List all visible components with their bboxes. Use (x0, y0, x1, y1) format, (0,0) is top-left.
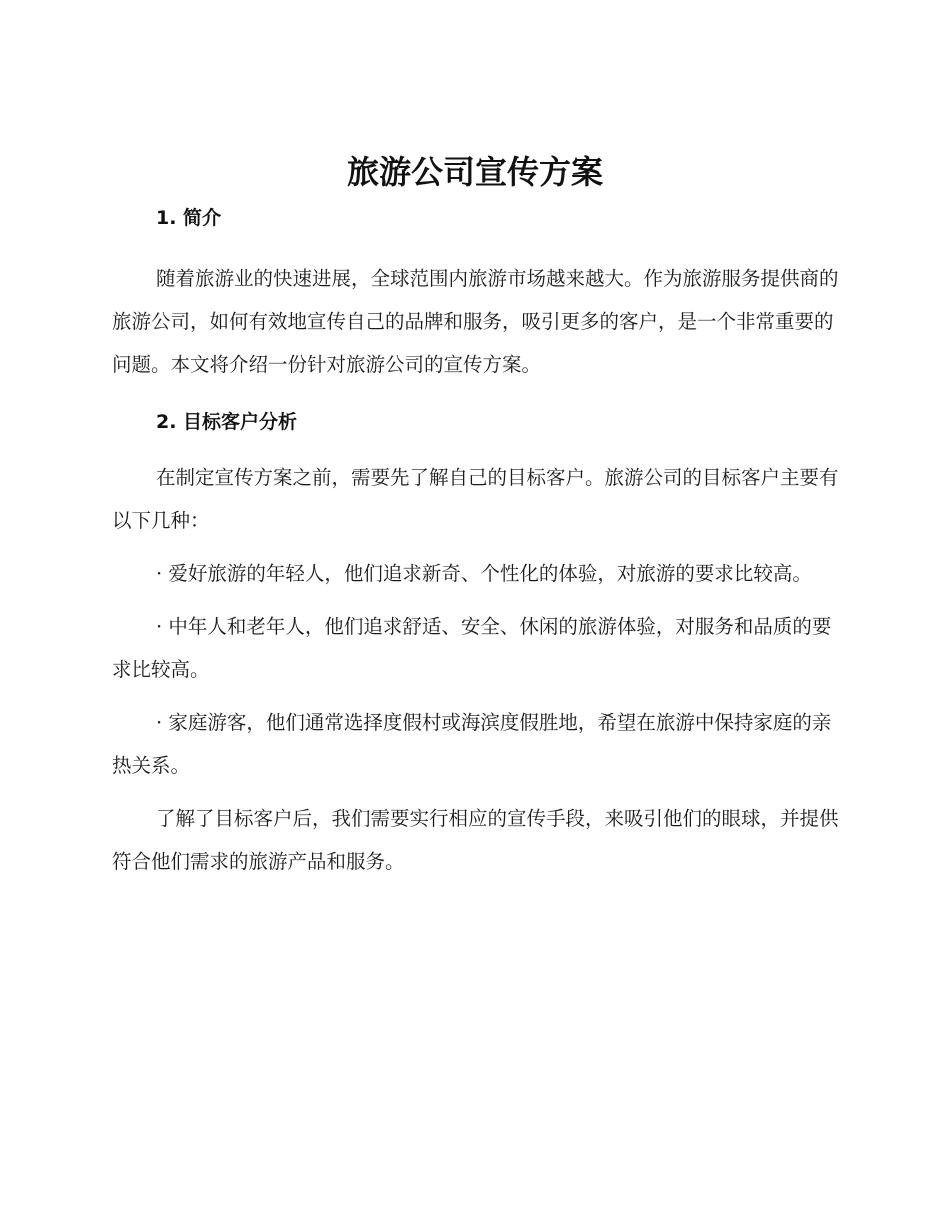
paragraph: 了解了目标客户后，我们需要实行相应的宣传手段，来吸引他们的眼球，并提供符合他们需求的旅游产品和服务。 (112, 807, 839, 873)
bullet-item: · 中年人和老年人，他们追求舒适、安全、休闲的旅游体验，对服务和品质的要求比较高。 (112, 615, 832, 681)
paragraph: 在制定宣传方案之前，需要先了解自己的目标客户。旅游公司的目标客户主要有以下几种： (112, 466, 839, 532)
section-introduction (112, 200, 840, 386)
section-target-customers (112, 404, 840, 883)
bullet-item: · 家庭游客，他们通常选择度假村或海滨度假胜地，希望在旅游中保持家庭的亲热关系。 (112, 711, 832, 777)
document-body (112, 200, 840, 883)
section-heading: 2. 目标客户分析 (156, 411, 298, 433)
bullet-item: · 爱好旅游的年轻人，他们追求新奇、个性化的体验，对旅游的要求比较高。 (156, 562, 812, 585)
document-title: 旅游公司宣传方案 (346, 153, 603, 191)
paragraph: 随着旅游业的快速进展，全球范围内旅游市场越来越大。作为旅游服务提供商的旅游公司，如何有效地宣传自己的品牌和服务，吸引更多的客户，是一个非常重要的问题。本文将介绍一份针对旅游公司的宣传方案。 (112, 267, 839, 376)
section-heading: 1. 简介 (156, 207, 222, 229)
